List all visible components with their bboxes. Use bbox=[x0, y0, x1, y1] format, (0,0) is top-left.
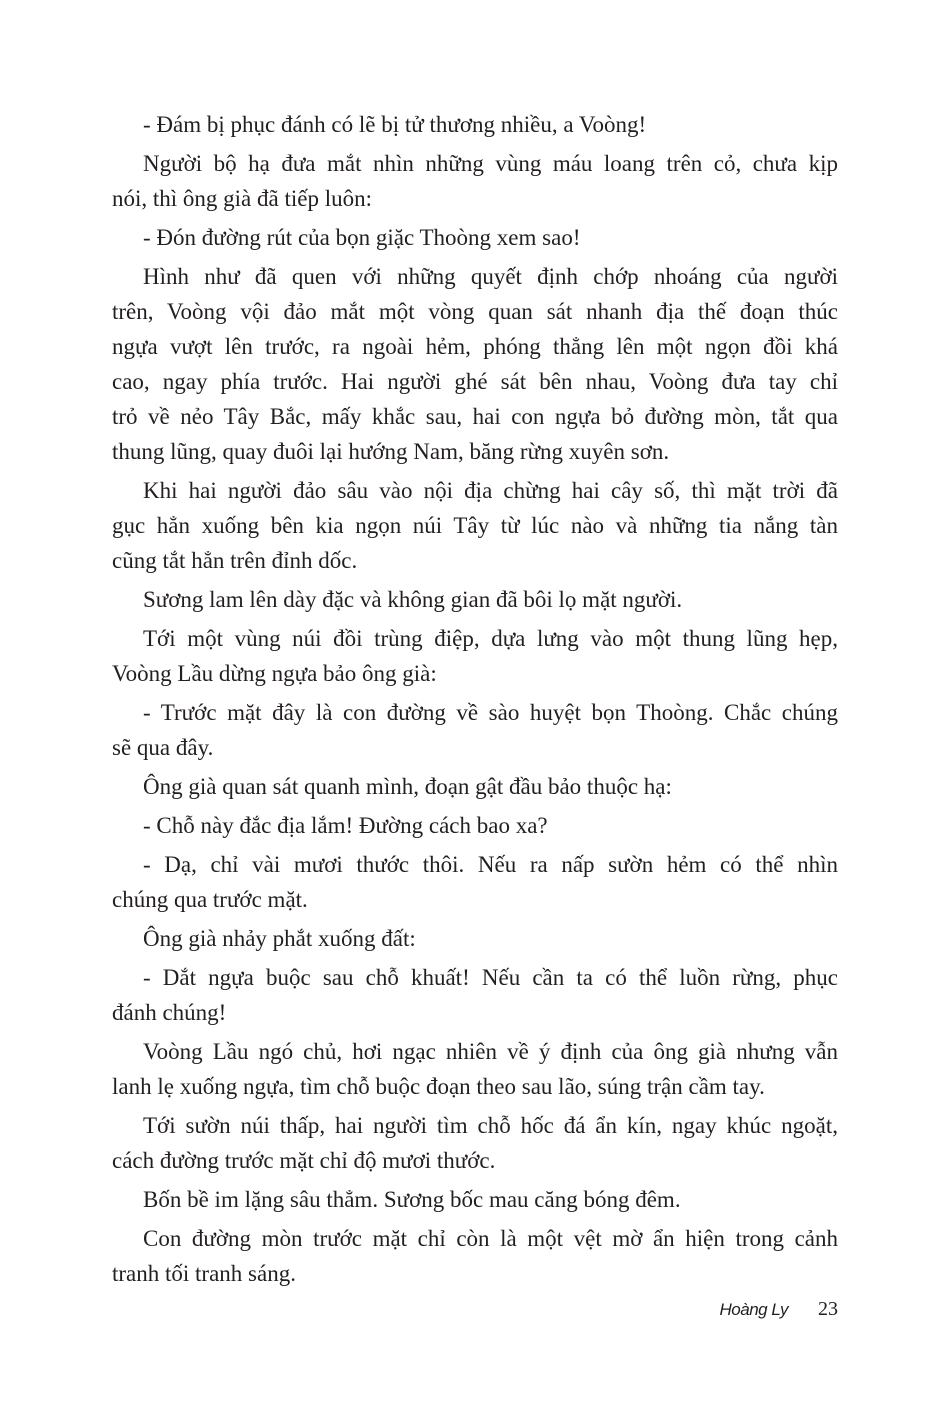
paragraph bbox=[112, 621, 838, 691]
text-line: Bốn bề im lặng sâu thẳm. Sương bốc mau căng bóng đêm. bbox=[143, 1187, 681, 1212]
body-text bbox=[112, 107, 838, 1295]
paragraph bbox=[112, 107, 838, 142]
text-line: Tới sườn núi thấp, hai người tìm chỗ hốc đá ẩn kín, ngay khúc ngoặt, bbox=[143, 1113, 838, 1138]
text-line: - Đám bị phục đánh có lẽ bị tử thương nhiều, a Voòng! bbox=[143, 112, 647, 137]
paragraph bbox=[112, 473, 838, 578]
text-line: Ông già quan sát quanh mình, đoạn gật đầu bảo thuộc hạ: bbox=[143, 774, 672, 799]
text-line: trên, Voòng vội đảo mắt một vòng quan sát nhanh địa thế đoạn thúc bbox=[112, 299, 838, 324]
text-line: Voòng Lầu dừng ngựa bảo ông già: bbox=[112, 661, 437, 686]
text-line: lanh lẹ xuống ngựa, tìm chỗ buộc đoạn theo sau lão, súng trận cầm tay. bbox=[112, 1074, 765, 1099]
paragraph bbox=[112, 259, 838, 469]
paragraph bbox=[112, 146, 838, 216]
paragraph bbox=[112, 1221, 838, 1291]
paragraph bbox=[112, 1108, 838, 1178]
text-line: Hình như đã quen với những quyết định chớp nhoáng của người bbox=[143, 264, 838, 289]
text-line: Khi hai người đảo sâu vào nội địa chừng hai cây số, thì mặt trời đã bbox=[143, 478, 838, 503]
text-line: thung lũng, quay đuôi lại hướng Nam, băng rừng xuyên sơn. bbox=[112, 439, 670, 464]
text-line: cũng tắt hẳn trên đỉnh dốc. bbox=[112, 548, 358, 573]
paragraph bbox=[112, 1182, 838, 1217]
page-number: 23 bbox=[818, 1298, 838, 1320]
text-line: - Dạ, chỉ vài mươi thước thôi. Nếu ra nấp sườn hẻm có thể nhìn bbox=[143, 852, 838, 877]
text-line: đánh chúng! bbox=[112, 1000, 227, 1025]
text-line: - Trước mặt đây là con đường về sào huyệt bọn Thoòng. Chắc chúng bbox=[143, 700, 838, 725]
text-line: trỏ về nẻo Tây Bắc, mấy khắc sau, hai con ngựa bỏ đường mòn, tắt qua bbox=[112, 404, 838, 429]
text-line: - Dắt ngựa buộc sau chỗ khuất! Nếu cần ta có thể luồn rừng, phục bbox=[143, 965, 838, 990]
running-footer-author: Hoàng Ly bbox=[719, 1300, 788, 1319]
paragraph bbox=[112, 847, 838, 917]
text-line: ngựa vượt lên trước, ra ngoài hẻm, phóng thẳng lên một ngọn đồi khá bbox=[112, 334, 838, 359]
text-line: Người bộ hạ đưa mắt nhìn những vùng máu loang trên cỏ, chưa kịp bbox=[143, 151, 838, 176]
paragraph bbox=[112, 695, 838, 765]
paragraph bbox=[112, 769, 838, 804]
paragraph bbox=[112, 1034, 838, 1104]
text-line: Voòng Lầu ngó chủ, hơi ngạc nhiên về ý định của ông già nhưng vẫn bbox=[143, 1039, 838, 1064]
paragraph bbox=[112, 220, 838, 255]
text-line: - Đón đường rút của bọn giặc Thoòng xem sao! bbox=[143, 225, 581, 250]
text-line: Sương lam lên dày đặc và không gian đã bôi lọ mặt người. bbox=[143, 587, 683, 612]
text-line: Con đường mòn trước mặt chỉ còn là một vệt mờ ẩn hiện trong cảnh bbox=[143, 1226, 838, 1251]
text-line: sẽ qua đây. bbox=[112, 735, 214, 760]
text-line: gục hẳn xuống bên kia ngọn núi Tây từ lúc nào và những tia nắng tàn bbox=[112, 513, 838, 538]
text-line: Ông già nhảy phắt xuống đất: bbox=[143, 926, 416, 951]
paragraph bbox=[112, 582, 838, 617]
text-line: - Chỗ này đắc địa lắm! Đường cách bao xa? bbox=[143, 813, 548, 838]
paragraph bbox=[112, 921, 838, 956]
text-line: nói, thì ông già đã tiếp luôn: bbox=[112, 186, 372, 211]
page-footer bbox=[720, 1298, 838, 1321]
text-line: Tới một vùng núi đồi trùng điệp, dựa lưng vào một thung lũng hẹp, bbox=[143, 626, 838, 651]
text-line: chúng qua trước mặt. bbox=[112, 887, 308, 912]
text-line: cách đường trước mặt chỉ độ mươi thước. bbox=[112, 1148, 496, 1173]
paragraph bbox=[112, 960, 838, 1030]
text-line: cao, ngay phía trước. Hai người ghé sát bên nhau, Voòng đưa tay chỉ bbox=[112, 369, 838, 394]
paragraph bbox=[112, 808, 838, 843]
text-line: tranh tối tranh sáng. bbox=[112, 1261, 296, 1286]
